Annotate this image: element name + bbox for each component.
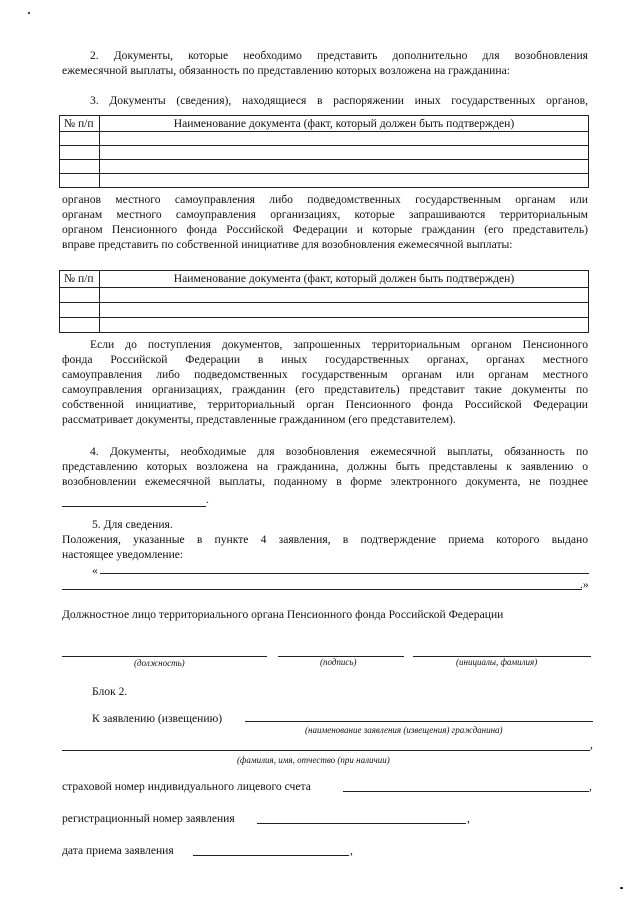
position-caption: (должность) [134, 658, 185, 668]
fio-caption: (фамилия, имя, отчество (при наличии) [237, 755, 390, 765]
statement-line-1[interactable] [100, 573, 589, 574]
table-row [60, 174, 589, 188]
signature-caption: (подпись) [320, 657, 357, 667]
scan-speck [28, 12, 30, 14]
fio-comma: , [590, 738, 593, 751]
scan-speck [620, 887, 623, 889]
note-line-6: рассматривает документы, представленные гражданином (его представителем). [62, 413, 456, 426]
note-line-2: фонда Российской Федерации в иных государственных органах, органах местного [62, 353, 588, 366]
fio-field[interactable] [62, 750, 590, 751]
application-name-field[interactable] [245, 721, 593, 722]
section3-intro: 3. Документы (сведения), находящиеся в распоряжении иных государственных органов, [90, 94, 588, 107]
close-quote: .» [580, 578, 589, 591]
deadline-period: . [206, 493, 209, 506]
table-row [60, 318, 589, 333]
table-row [60, 288, 589, 303]
section4-line-2: представлению которых возложена на гражданина, должны быть представлены к заявлению о [62, 460, 588, 473]
section5-line-1: Положения, указанные в пункте 4 заявления, в подтверждение приема которого выдано [62, 533, 588, 546]
reg-number-field[interactable] [257, 823, 466, 824]
table-row [60, 303, 589, 318]
note-line-5: собственной инициативе, территориальный орган Пенсионного фонда Российской Федерации [62, 398, 588, 411]
section3-cont-2: органам местного самоуправления организациях, которые запрашиваются территориальным [62, 208, 588, 221]
snils-label: страховой номер индивидуального лицевого счета [62, 780, 311, 793]
table-row [60, 132, 589, 146]
snils-field[interactable] [343, 791, 589, 792]
table1-col-name: Наименование документа (факт, который должен быть подтвержден) [100, 116, 589, 132]
note-line-4: самоуправления организациях, гражданин (его представитель) представит такие документы по [62, 383, 588, 396]
date-received-comma: , [350, 844, 353, 857]
section5-line-2: настоящее уведомление: [62, 548, 184, 561]
name-caption: (инициалы, фамилия) [456, 657, 538, 667]
deadline-field[interactable] [62, 506, 206, 507]
date-received-field[interactable] [193, 855, 349, 856]
official-title: Должностное лицо территориального органа Пенсионного фонда Российской Федерации [62, 608, 504, 621]
section4-line-1: 4. Документы, необходимые для возобновления ежемесячной выплаты, обязанность по [90, 445, 588, 458]
to-application-label: К заявлению (извещению) [92, 712, 223, 725]
snils-comma: , [589, 780, 592, 793]
documents-table-1 [59, 115, 589, 188]
table2-col-name: Наименование документа (факт, который должен быть подтвержден) [100, 271, 589, 288]
statement-line-2[interactable] [62, 589, 582, 590]
application-name-caption: (наименование заявления (извещения) гражданина) [305, 725, 503, 735]
block2-title: Блок 2. [92, 685, 128, 698]
documents-table-2 [59, 270, 589, 333]
table2-col-num: № п/п [60, 271, 100, 288]
section4-line-3: возобновлении ежемесячной выплаты, поданному в форме электронного документа, не позднее [62, 475, 588, 488]
reg-number-label: регистрационный номер заявления [62, 812, 235, 825]
open-quote: « [92, 564, 98, 577]
section5-title: 5. Для сведения. [92, 518, 173, 531]
reg-number-comma: , [467, 812, 470, 825]
date-received-label: дата приема заявления [62, 844, 174, 857]
table1-col-num: № п/п [60, 116, 100, 132]
note-line-3: самоуправления либо подведомственных государственным органам или органам местного [62, 368, 588, 381]
section3-cont-1: органов местного самоуправления либо подведомственных государственным органам или [62, 193, 588, 206]
section2-line2: ежемесячной выплаты, обязанность по представлению которых возложена на гражданина: [62, 64, 510, 77]
section3-cont-3: органом Пенсионного фонда Российской Федерации и которые гражданин (его представитель) [62, 223, 588, 236]
note-line-1: Если до поступления документов, запрошенных территориальным органом Пенсионного [90, 338, 588, 351]
section2-line1: 2. Документы, которые необходимо представить дополнительно для возобновления [90, 49, 588, 62]
table-row [60, 146, 589, 160]
section3-cont-4: вправе представить по собственной инициативе для возобновления ежемесячной выплаты: [62, 238, 513, 251]
table-row [60, 160, 589, 174]
position-field[interactable] [62, 656, 267, 657]
